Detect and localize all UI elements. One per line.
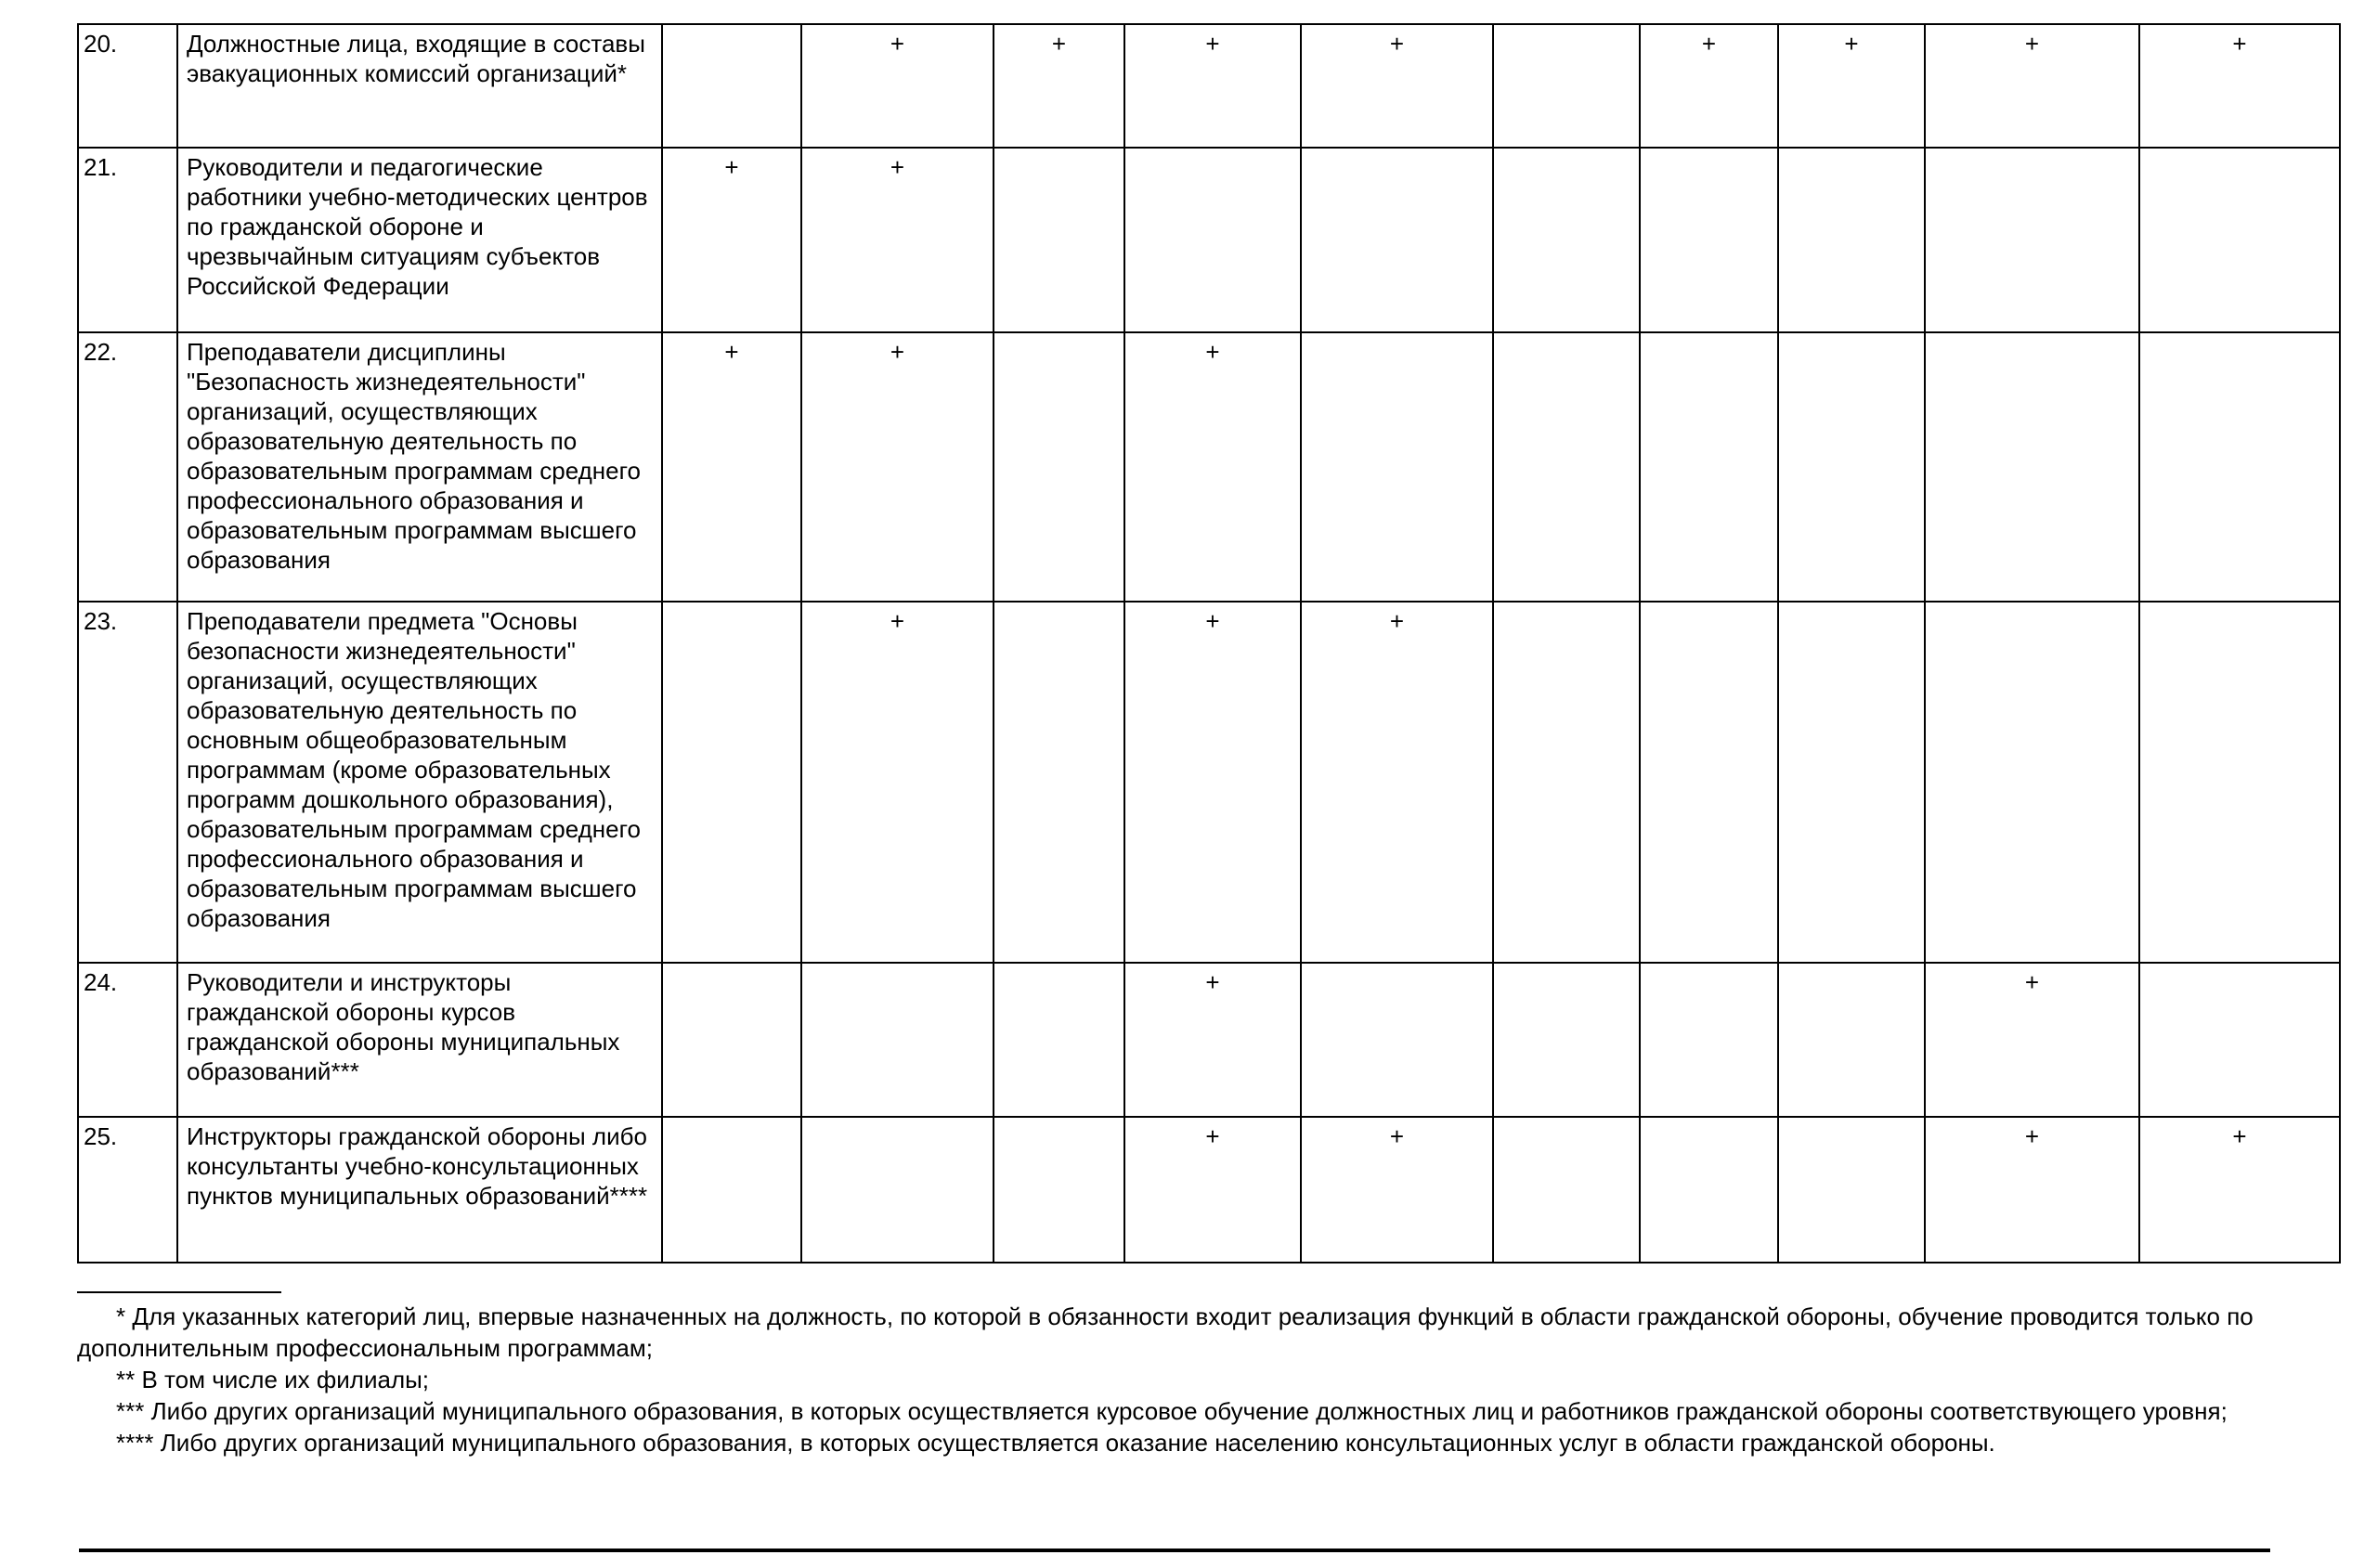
empty-mark-cell (662, 24, 801, 148)
plus-mark-cell: + (2139, 1117, 2340, 1263)
plus-mark-cell: + (1925, 963, 2139, 1117)
empty-mark-cell (1301, 332, 1493, 602)
empty-mark-cell (1493, 1117, 1640, 1263)
empty-mark-cell (1778, 1117, 1925, 1263)
page-bottom-divider (79, 1549, 2270, 1552)
plus-mark-cell: + (1640, 24, 1778, 148)
empty-mark-cell (1640, 332, 1778, 602)
category-description: Руководители и педагогические работники учебно-методических центров по гражданской обороне и чрезвычайным ситуациям субъектов Российской Федерации (177, 148, 662, 332)
footnote-separator-line (77, 1291, 281, 1293)
plus-mark-cell: + (2139, 24, 2340, 148)
category-description: Преподаватели предмета "Основы безопасности жизнедеятельности" организаций, осуществляющих образовательную деятельность по основным общеобразовательным программам (кроме образовательных программ дошкольного образования), образовательным программам среднего профессионального образования и образовательным программам высшего образования (177, 602, 662, 963)
empty-mark-cell (1493, 963, 1640, 1117)
table-row (78, 148, 2340, 332)
empty-mark-cell (994, 1117, 1124, 1263)
empty-mark-cell (994, 602, 1124, 963)
footnote-asterisk-2: ** В том числе их филиалы; (116, 1366, 430, 1393)
plus-mark-cell: + (1124, 332, 1301, 602)
empty-mark-cell (1124, 148, 1301, 332)
plus-mark-cell: + (1925, 1117, 2139, 1263)
empty-mark-cell (1640, 1117, 1778, 1263)
plus-mark-cell: + (662, 148, 801, 332)
training-categories-table (77, 23, 2341, 1263)
plus-mark-cell: + (1301, 24, 1493, 148)
plus-mark-cell: + (1301, 1117, 1493, 1263)
empty-mark-cell (1301, 148, 1493, 332)
empty-mark-cell (1493, 24, 1640, 148)
empty-mark-cell (1493, 602, 1640, 963)
empty-mark-cell (801, 963, 994, 1117)
footnote-asterisk-1: * Для указанных категорий лиц, впервые назначенных на должность, по которой в обязанности входит реализация функций в области гражданской обороны, обучение проводится только по дополнительным профессиональным программам; (77, 1302, 2254, 1362)
footnotes-block (77, 1301, 2306, 1458)
empty-mark-cell (1778, 963, 1925, 1117)
empty-mark-cell (1493, 332, 1640, 602)
table-body (78, 24, 2340, 1263)
table-row (78, 963, 2340, 1117)
plus-mark-cell: + (1124, 602, 1301, 963)
empty-mark-cell (1640, 602, 1778, 963)
empty-mark-cell (1925, 602, 2139, 963)
empty-mark-cell (1301, 963, 1493, 1117)
empty-mark-cell (994, 148, 1124, 332)
plus-mark-cell: + (801, 332, 994, 602)
row-number: 21. (78, 148, 177, 332)
plus-mark-cell: + (1124, 24, 1301, 148)
empty-mark-cell (2139, 602, 2340, 963)
empty-mark-cell (1493, 148, 1640, 332)
table-row (78, 24, 2340, 148)
plus-mark-cell: + (1778, 24, 1925, 148)
plus-mark-cell: + (662, 332, 801, 602)
table-row (78, 602, 2340, 963)
empty-mark-cell (801, 1117, 994, 1263)
plus-mark-cell: + (1124, 963, 1301, 1117)
plus-mark-cell: + (801, 24, 994, 148)
row-number: 24. (78, 963, 177, 1117)
footnote-asterisk-4: **** Либо других организаций муниципального образования, в которых осуществляется оказание населению консультационных услуг в области гражданской обороны. (116, 1429, 1995, 1457)
row-number: 20. (78, 24, 177, 148)
category-description: Должностные лица, входящие в составы эвакуационных комиссий организаций* (177, 24, 662, 148)
plus-mark-cell: + (801, 148, 994, 332)
empty-mark-cell (1925, 332, 2139, 602)
empty-mark-cell (2139, 332, 2340, 602)
plus-mark-cell: + (1925, 24, 2139, 148)
empty-mark-cell (1778, 332, 1925, 602)
document-page (77, 23, 2343, 1458)
table-row (78, 332, 2340, 602)
plus-mark-cell: + (801, 602, 994, 963)
empty-mark-cell (2139, 963, 2340, 1117)
category-description: Преподаватели дисциплины "Безопасность жизнедеятельности" организаций, осуществляющих образовательную деятельность по образовательным программам среднего профессионального образования и образовательным программам высшего образования (177, 332, 662, 602)
plus-mark-cell: + (1301, 602, 1493, 963)
empty-mark-cell (1778, 602, 1925, 963)
footnote-asterisk-3: *** Либо других организаций муниципального образования, в которых осуществляется курсовое обучение должностных лиц и работников гражданской обороны соответствующего уровня; (116, 1397, 2228, 1425)
empty-mark-cell (1640, 148, 1778, 332)
row-number: 25. (78, 1117, 177, 1263)
plus-mark-cell: + (1124, 1117, 1301, 1263)
table-row (78, 1117, 2340, 1263)
empty-mark-cell (662, 1117, 801, 1263)
category-description: Инструкторы гражданской обороны либо консультанты учебно-консультационных пунктов муниципальных образований**** (177, 1117, 662, 1263)
empty-mark-cell (1925, 148, 2139, 332)
empty-mark-cell (994, 332, 1124, 602)
empty-mark-cell (662, 602, 801, 963)
category-description: Руководители и инструкторы гражданской обороны курсов гражданской обороны муниципальных образований*** (177, 963, 662, 1117)
plus-mark-cell: + (994, 24, 1124, 148)
row-number: 23. (78, 602, 177, 963)
row-number: 22. (78, 332, 177, 602)
empty-mark-cell (2139, 148, 2340, 332)
empty-mark-cell (1640, 963, 1778, 1117)
empty-mark-cell (994, 963, 1124, 1117)
empty-mark-cell (1778, 148, 1925, 332)
empty-mark-cell (662, 963, 801, 1117)
